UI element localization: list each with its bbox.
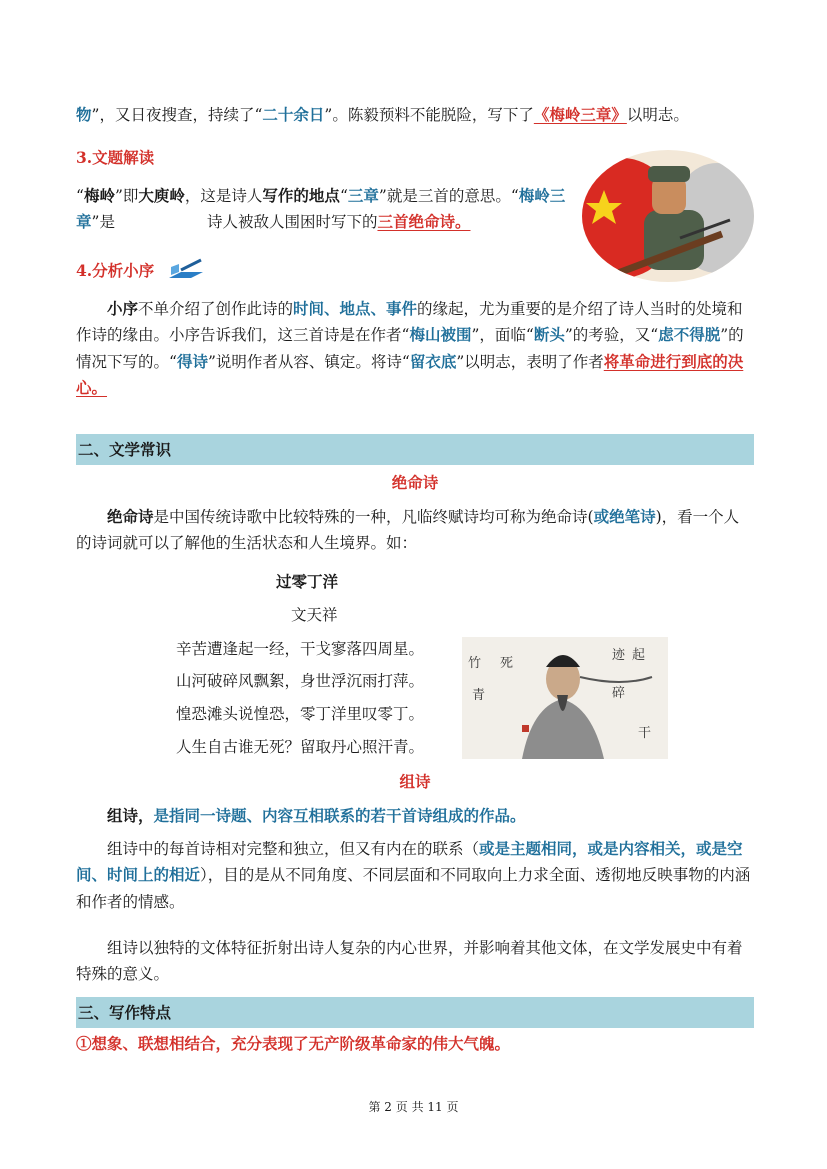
paragraph-title-explanation: “梅岭”即大庾岭，这是诗人写作的地点“三章”就是三首的意思。“梅岭三章”是 诗人被敌人围困时写下的三首绝命诗。	[76, 186, 566, 232]
svg-text:起: 起	[632, 648, 646, 663]
paragraph-preface: 小序不单介绍了创作此诗的时间、地点、事件的缘起，尤为重要的是介绍了诗人当时的处境和作诗的缘由。小序告诉我们，这三首诗是在作者“梅山被围”，面临“断头”的考验，又“虑不得脱”的情况下写的。“得诗”说明作者从容、镇定。将诗“留衣底”以明志，表明了作者将革命进行到底的决心。	[76, 299, 744, 398]
paragraph-zushi-significance: 组诗以独特的文体特征折射出诗人复杂的内心世界，并影响着其他文体，在文学发展史中有着特殊的意义。	[76, 939, 743, 984]
wen-tianxiang-painting	[462, 637, 668, 759]
poem-title-link: 《梅岭三章》	[533, 105, 627, 124]
pen-book-icon	[167, 258, 205, 280]
subtitle-zushi: 组诗	[399, 772, 431, 791]
poem-line: 辛苦遭逢起一经，干戈寥落四周星。	[176, 640, 425, 658]
svg-text:迹: 迹	[612, 648, 626, 663]
paragraph-zushi-structure: 组诗中的每首诗相对完整和独立，但又有内在的联系（或是主题相同，或是内容相关，或是空间、时间上的相近），目的是从不同角度、不同层面和不同取向上力求全面、透彻地反映事物的内涵和作者的情感。	[76, 839, 751, 911]
svg-text:碎: 碎	[612, 686, 626, 701]
poem-line: 惶恐滩头说惶恐，零丁洋里叹零丁。	[176, 705, 425, 723]
poem-author: 文天祥	[291, 606, 338, 624]
paragraph-jueming-poem: 绝命诗是中国传统诗歌中比较特殊的一种，凡临终赋诗均可称为绝命诗(或绝笔诗)，看一个人的诗词就可以了解他的生活状态和人生境界。如：	[76, 507, 740, 553]
svg-text:青: 青	[472, 688, 486, 703]
paragraph-intro-end: 物”，又日夜搜查，持续了“二十余日”。陈毅预料不能脱险，写下了《梅岭三章》以明志。	[76, 105, 689, 124]
page-footer: 第 2 页 共 11 页	[368, 1100, 459, 1114]
subtitle-jueming-poem: 绝命诗	[391, 473, 439, 492]
svg-text:死: 死	[500, 656, 514, 671]
paragraph-zushi-definition: 组诗，是指同一诗题、内容互相联系的若干首诗组成的作品。	[107, 806, 526, 825]
svg-text:竹: 竹	[468, 656, 482, 671]
poem-title: 过零丁洋	[276, 572, 339, 591]
feature-item-1: ①想象、联想相结合，充分表现了无产阶级革命家的伟大气魄。	[76, 1034, 511, 1053]
section-header-literary-knowledge: 二、文学常识	[76, 434, 754, 465]
section-header-writing-features: 三、写作特点	[76, 997, 754, 1028]
heading-preface-analysis: 4.分析小序	[76, 258, 754, 284]
poem-line: 山河破碎风飘絮，身世浮沉雨打萍。	[176, 672, 425, 690]
poem-line: 人生自古谁无死？留取丹心照汗青。	[176, 738, 425, 756]
heading-title-analysis: 3.文题解读	[76, 148, 155, 167]
svg-text:干: 干	[638, 726, 652, 741]
